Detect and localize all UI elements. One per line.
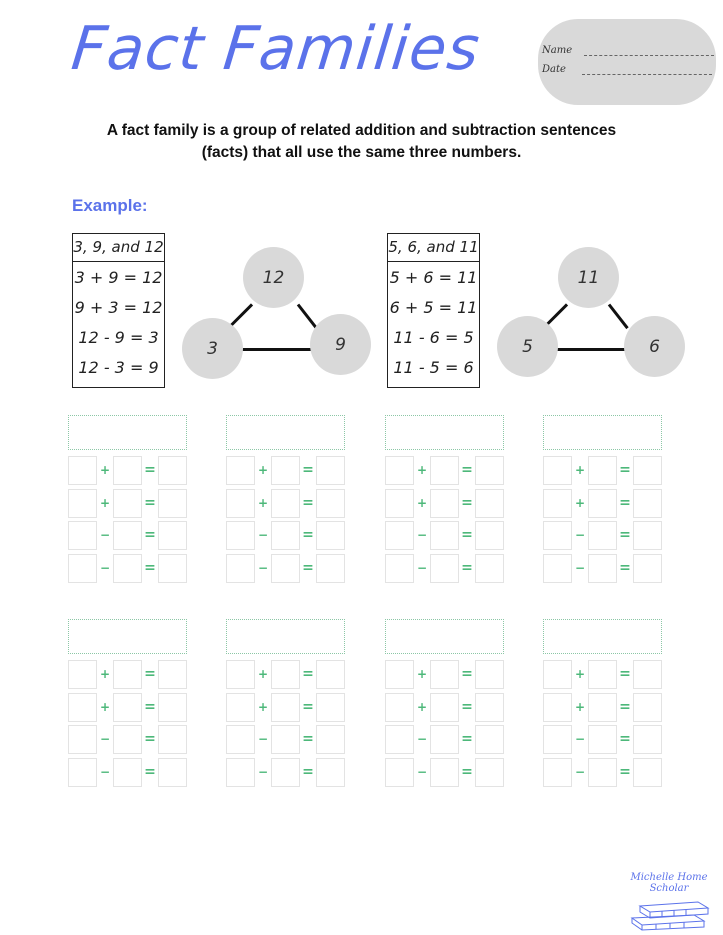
minus-sign: − — [99, 561, 111, 575]
answer-box[interactable] — [475, 554, 504, 583]
answer-box[interactable] — [475, 489, 504, 518]
equation-row — [226, 758, 345, 787]
answer-box[interactable] — [430, 693, 459, 722]
plus-sign: + — [574, 463, 586, 477]
minus-sign: − — [257, 561, 269, 575]
numbers-input-box[interactable] — [226, 619, 345, 654]
answer-box[interactable] — [316, 758, 345, 787]
triangle-edge — [608, 304, 629, 329]
answer-box[interactable] — [113, 693, 142, 722]
answer-box[interactable] — [113, 521, 142, 550]
minus-sign: − — [574, 528, 586, 542]
equation-row — [68, 660, 187, 689]
answer-box[interactable] — [68, 725, 97, 754]
equals-sign: = — [144, 764, 156, 780]
equation-row — [68, 521, 187, 550]
answer-box[interactable] — [385, 660, 414, 689]
plus-sign: + — [99, 700, 111, 714]
fact-row: 5 + 6 = 11 — [389, 268, 478, 287]
equation-row — [543, 554, 662, 583]
answer-box[interactable] — [588, 660, 617, 689]
numbers-input-box[interactable] — [385, 415, 504, 450]
answer-box[interactable] — [316, 693, 345, 722]
fact-row: 9 + 3 = 12 — [74, 298, 163, 317]
equals-sign: = — [461, 560, 473, 576]
equation-row — [543, 489, 662, 518]
minus-sign: − — [416, 528, 428, 542]
answer-box[interactable] — [633, 456, 662, 485]
equation-row — [385, 758, 504, 787]
equation-row — [68, 693, 187, 722]
logo-text — [628, 872, 710, 894]
equals-sign: = — [619, 666, 631, 682]
answer-box[interactable] — [588, 693, 617, 722]
answer-box[interactable] — [543, 725, 572, 754]
equals-sign: = — [461, 731, 473, 747]
numbers-input-box[interactable] — [68, 415, 187, 450]
equation-row — [226, 554, 345, 583]
answer-box[interactable] — [271, 660, 300, 689]
answer-box[interactable] — [385, 521, 414, 550]
plus-sign: + — [257, 463, 269, 477]
date-field[interactable] — [582, 69, 712, 75]
answer-box[interactable] — [385, 725, 414, 754]
answer-box[interactable] — [543, 489, 572, 518]
equation-row — [385, 554, 504, 583]
equation-row — [385, 693, 504, 722]
triangle-left-number: 3 — [182, 318, 243, 379]
triangle-edge — [242, 348, 312, 351]
answer-box[interactable] — [226, 758, 255, 787]
equation-row — [68, 758, 187, 787]
answer-box[interactable] — [430, 489, 459, 518]
equation-row — [68, 725, 187, 754]
answer-box[interactable] — [430, 521, 459, 550]
equation-row — [385, 489, 504, 518]
plus-sign: + — [574, 700, 586, 714]
equation-row — [226, 693, 345, 722]
equation-row — [226, 489, 345, 518]
answer-box[interactable] — [158, 489, 187, 518]
answer-box[interactable] — [543, 456, 572, 485]
answer-box[interactable] — [113, 758, 142, 787]
minus-sign: − — [416, 561, 428, 575]
plus-sign: + — [257, 700, 269, 714]
answer-box[interactable] — [316, 660, 345, 689]
equation-row — [385, 725, 504, 754]
answer-box[interactable] — [588, 758, 617, 787]
fact-row: 3 + 9 = 12 — [74, 268, 163, 287]
numbers-input-box[interactable] — [543, 415, 662, 450]
answer-box[interactable] — [158, 693, 187, 722]
fact-family-heading: 5, 6, and 11 — [388, 234, 479, 262]
answer-box[interactable] — [226, 521, 255, 550]
answer-box[interactable] — [271, 693, 300, 722]
triangle-edge — [555, 348, 625, 351]
equals-sign: = — [302, 764, 314, 780]
numbers-input-box[interactable] — [385, 619, 504, 654]
fact-family-table — [387, 233, 480, 388]
plus-sign: + — [416, 700, 428, 714]
minus-sign: − — [574, 765, 586, 779]
equals-sign: = — [144, 699, 156, 715]
answer-box[interactable] — [633, 554, 662, 583]
answer-box[interactable] — [385, 489, 414, 518]
fact-family-heading: 3, 9, and 12 — [73, 234, 164, 262]
triangle-edge — [297, 304, 318, 329]
answer-box[interactable] — [475, 456, 504, 485]
equals-sign: = — [144, 462, 156, 478]
equals-sign: = — [144, 731, 156, 747]
equals-sign: = — [302, 666, 314, 682]
date-row — [542, 64, 712, 75]
answer-box[interactable] — [385, 456, 414, 485]
answer-box[interactable] — [633, 521, 662, 550]
equals-sign: = — [144, 527, 156, 543]
answer-box[interactable] — [68, 489, 97, 518]
minus-sign: − — [574, 732, 586, 746]
triangle-top-number: 12 — [243, 247, 304, 308]
plus-sign: + — [257, 496, 269, 510]
equals-sign: = — [619, 699, 631, 715]
equals-sign: = — [461, 666, 473, 682]
answer-box[interactable] — [271, 725, 300, 754]
answer-box[interactable] — [271, 521, 300, 550]
minus-sign: − — [574, 561, 586, 575]
answer-box[interactable] — [226, 725, 255, 754]
answer-box[interactable] — [271, 489, 300, 518]
answer-box[interactable] — [475, 521, 504, 550]
answer-box[interactable] — [430, 554, 459, 583]
plus-sign: + — [416, 496, 428, 510]
equation-row — [543, 725, 662, 754]
triangle-right-number: 6 — [624, 316, 685, 377]
equals-sign: = — [619, 495, 631, 511]
answer-box[interactable] — [113, 554, 142, 583]
answer-box[interactable] — [158, 725, 187, 754]
answer-box[interactable] — [68, 693, 97, 722]
plus-sign: + — [99, 463, 111, 477]
plus-sign: + — [99, 667, 111, 681]
answer-box[interactable] — [226, 693, 255, 722]
numbers-input-box[interactable] — [226, 415, 345, 450]
answer-box[interactable] — [316, 456, 345, 485]
answer-box[interactable] — [271, 758, 300, 787]
answer-box[interactable] — [588, 456, 617, 485]
equals-sign: = — [619, 731, 631, 747]
answer-box[interactable] — [226, 660, 255, 689]
equation-row — [543, 693, 662, 722]
fact-row: 6 + 5 = 11 — [389, 298, 478, 317]
answer-box[interactable] — [68, 554, 97, 583]
triangle-left-number: 5 — [497, 316, 558, 377]
answer-box[interactable] — [158, 456, 187, 485]
fact-row: 12 - 3 = 9 — [78, 358, 159, 377]
answer-box[interactable] — [385, 554, 414, 583]
answer-box[interactable] — [475, 693, 504, 722]
answer-box[interactable] — [430, 456, 459, 485]
answer-box[interactable] — [543, 758, 572, 787]
answer-box[interactable] — [113, 725, 142, 754]
minus-sign: − — [257, 732, 269, 746]
minus-sign: − — [99, 765, 111, 779]
answer-box[interactable] — [430, 725, 459, 754]
equals-sign: = — [461, 699, 473, 715]
name-date-box — [538, 19, 716, 105]
answer-box[interactable] — [158, 660, 187, 689]
answer-box[interactable] — [588, 489, 617, 518]
equals-sign: = — [302, 731, 314, 747]
answer-box[interactable] — [68, 456, 97, 485]
equation-row — [226, 660, 345, 689]
name-label: Name — [542, 45, 573, 56]
minus-sign: − — [99, 732, 111, 746]
fact-row: 11 - 5 = 6 — [393, 358, 474, 377]
answer-box[interactable] — [385, 758, 414, 787]
answer-box[interactable] — [588, 725, 617, 754]
minus-sign: − — [416, 765, 428, 779]
answer-box[interactable] — [226, 489, 255, 518]
answer-box[interactable] — [475, 660, 504, 689]
plus-sign: + — [574, 667, 586, 681]
intro-line-2: (facts) that all use the same three numbers. — [201, 144, 522, 161]
equals-sign: = — [144, 666, 156, 682]
fact-family-table — [72, 233, 165, 388]
equation-row — [385, 456, 504, 485]
answer-box[interactable] — [68, 521, 97, 550]
answer-box[interactable] — [633, 660, 662, 689]
intro-text — [60, 120, 663, 164]
equation-row — [226, 521, 345, 550]
answer-box[interactable] — [385, 693, 414, 722]
numbers-input-box[interactable] — [68, 619, 187, 654]
equals-sign: = — [302, 527, 314, 543]
name-row — [542, 45, 714, 56]
name-field[interactable] — [584, 50, 714, 56]
equals-sign: = — [619, 462, 631, 478]
equals-sign: = — [144, 495, 156, 511]
equals-sign: = — [461, 495, 473, 511]
equals-sign: = — [302, 699, 314, 715]
equation-row — [543, 660, 662, 689]
answer-box[interactable] — [543, 693, 572, 722]
equation-row — [68, 456, 187, 485]
answer-box[interactable] — [588, 554, 617, 583]
plus-sign: + — [416, 463, 428, 477]
minus-sign: − — [99, 528, 111, 542]
answer-box[interactable] — [158, 554, 187, 583]
equals-sign: = — [302, 495, 314, 511]
answer-box[interactable] — [158, 758, 187, 787]
answer-box[interactable] — [543, 521, 572, 550]
equation-row — [226, 725, 345, 754]
answer-box[interactable] — [543, 660, 572, 689]
answer-box[interactable] — [113, 660, 142, 689]
equation-row — [543, 521, 662, 550]
triangle-right-number: 9 — [310, 314, 371, 375]
answer-box[interactable] — [68, 660, 97, 689]
answer-box[interactable] — [316, 521, 345, 550]
equals-sign: = — [619, 764, 631, 780]
minus-sign: − — [416, 732, 428, 746]
answer-box[interactable] — [271, 456, 300, 485]
answer-box[interactable] — [588, 521, 617, 550]
equals-sign: = — [461, 527, 473, 543]
equation-row — [68, 554, 187, 583]
answer-box[interactable] — [226, 456, 255, 485]
numbers-input-box[interactable] — [543, 619, 662, 654]
equation-row — [385, 521, 504, 550]
answer-box[interactable] — [226, 554, 255, 583]
fact-row: 11 - 6 = 5 — [393, 328, 474, 347]
answer-box[interactable] — [633, 758, 662, 787]
equals-sign: = — [461, 764, 473, 780]
plus-sign: + — [416, 667, 428, 681]
equals-sign: = — [619, 527, 631, 543]
equals-sign: = — [302, 560, 314, 576]
equals-sign: = — [461, 462, 473, 478]
answer-box[interactable] — [158, 521, 187, 550]
page-title: Fact Families — [68, 14, 484, 84]
answer-box[interactable] — [430, 660, 459, 689]
answer-box[interactable] — [633, 489, 662, 518]
answer-box[interactable] — [113, 489, 142, 518]
answer-box[interactable] — [430, 758, 459, 787]
logo-line-2: Scholar — [649, 883, 689, 894]
intro-line-1: A fact family is a group of related addition and subtraction sentences — [106, 122, 617, 139]
example-label: Example: — [72, 196, 148, 215]
answer-box[interactable] — [113, 456, 142, 485]
equation-row — [68, 489, 187, 518]
plus-sign: + — [574, 496, 586, 510]
answer-box[interactable] — [68, 758, 97, 787]
equals-sign: = — [619, 560, 631, 576]
minus-sign: − — [257, 528, 269, 542]
triangle-top-number: 11 — [558, 247, 619, 308]
equals-sign: = — [302, 462, 314, 478]
equation-row — [226, 456, 345, 485]
answer-box[interactable] — [316, 725, 345, 754]
equation-row — [543, 758, 662, 787]
plus-sign: + — [99, 496, 111, 510]
books-icon — [628, 896, 716, 932]
plus-sign: + — [257, 667, 269, 681]
answer-box[interactable] — [271, 554, 300, 583]
answer-box[interactable] — [316, 554, 345, 583]
fact-row: 12 - 9 = 3 — [78, 328, 159, 347]
answer-box[interactable] — [633, 725, 662, 754]
answer-box[interactable] — [543, 554, 572, 583]
answer-box[interactable] — [633, 693, 662, 722]
equation-row — [385, 660, 504, 689]
minus-sign: − — [257, 765, 269, 779]
answer-box[interactable] — [475, 758, 504, 787]
equals-sign: = — [144, 560, 156, 576]
logo-line-1: Michelle Home — [630, 872, 708, 883]
answer-box[interactable] — [475, 725, 504, 754]
date-label: Date — [542, 64, 566, 75]
equation-row — [543, 456, 662, 485]
answer-box[interactable] — [316, 489, 345, 518]
brand-logo — [628, 872, 718, 932]
